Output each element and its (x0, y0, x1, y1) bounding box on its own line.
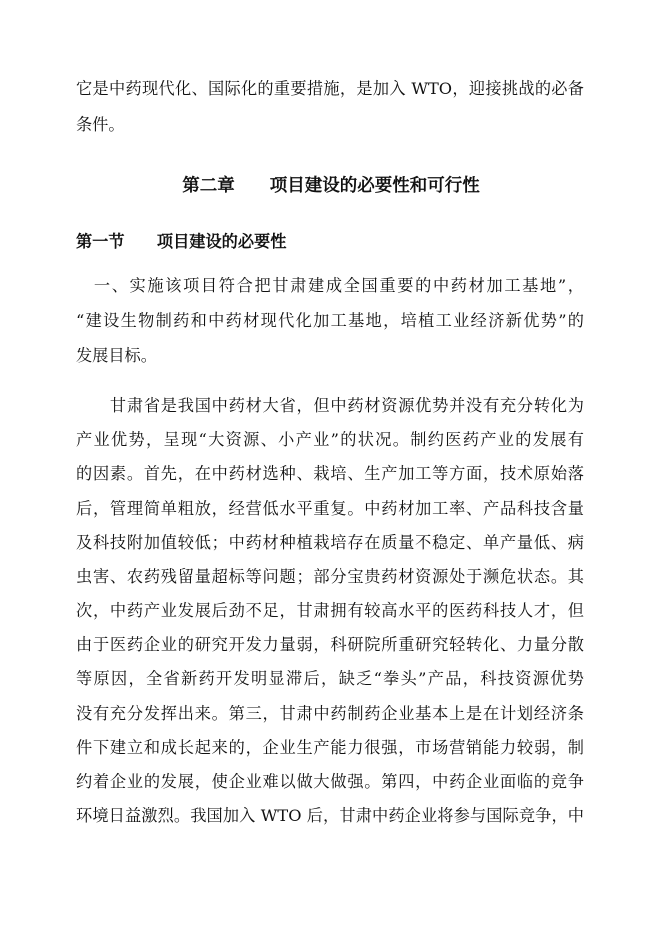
body-line-6: 虫害、农药残留量超标等问题；部分宝贵药材资源处于濒危状态。其 (76, 567, 584, 586)
body-line-7: 次，中药产业发展后劲不足，甘肃拥有较高水平的医药科技人才，但 (76, 601, 584, 620)
body-line-9: 等原因，全省新药开发明显滞后，缺乏“拳头”产品，科技资源优势 (76, 669, 584, 688)
body-line-10: 没有充分发挥出来。第三，甘肃中药制药企业基本上是在计划经济条 (76, 704, 584, 723)
body-line-2: 产业优势，呈现“大资源、小产业”的状况。制约医药产业的发展有 (76, 430, 584, 449)
body-line-12: 约着企业的发展，使企业难以做大做强。第四，中药企业面临的竞争 (76, 772, 584, 791)
section-heading: 第一节 项目建设的必要性 (76, 232, 287, 251)
body-line-4: 后，管理简单粗放，经营低水平重复。中药材加工率、产品科技含量 (76, 499, 584, 518)
intro-line-1: 它是中药现代化、国际化的重要措施，是加入 WTO，迎接挑战的必备 (76, 79, 584, 98)
body-line-5: 及科技附加值较低；中药材种植栽培存在质量不稳定、单产量低、病 (76, 533, 584, 552)
body-line-3: 的因素。首先，在中药材选种、栽培、生产加工等方面，技术原始落 (76, 464, 584, 483)
body-line-13: 环境日益激烈。我国加入 WTO 后，甘肃中药企业将参与国际竞争，中 (76, 806, 584, 825)
intro-line-2: 条件。 (76, 115, 125, 134)
item1-line-2: “建设生物制药和中药材现代化加工基地，培植工业经济新优势”的 (76, 311, 584, 330)
body-line-8: 由于医药企业的研究开发力量弱，科研院所重研究轻转化、力量分散 (76, 635, 584, 654)
body-line-1: 甘肃省是我国中药材大省，但中药材资源优势并没有充分转化为 (76, 396, 584, 415)
body-line-11: 件下建立和成长起来的，企业生产能力很强，市场营销能力较弱，制 (76, 738, 584, 757)
item1-line-1: 一、实施该项目符合把甘肃建成全国重要的中药材加工基地”， (76, 276, 584, 295)
chapter-heading: 第二章 项目建设的必要性和可行性 (182, 176, 480, 196)
item1-line-3: 发展目标。 (76, 346, 157, 365)
